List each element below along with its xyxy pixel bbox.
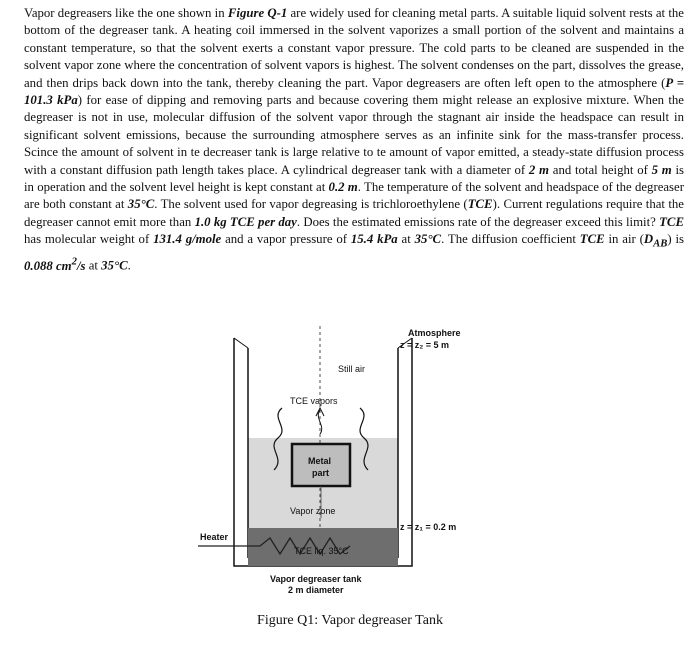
emission-limit-value: 1.0 kg TCE per day [194, 214, 297, 229]
text-run: . Does the estimated emissions rate of the degreaser exceed this limit? [296, 214, 660, 229]
text-run: and a vapor pressure of [221, 232, 351, 247]
text-run: in air ( [604, 232, 644, 247]
diffusivity-exponent: 2 [71, 256, 77, 268]
text-run: ). Current regulations require that the degreaser cannot emit more than [24, 197, 684, 229]
figure-reference: Figure Q-1 [227, 6, 288, 20]
text-run: at [85, 258, 102, 273]
text-run: . The temperature of the solvent and headspace of the degreaser are both constant at [24, 180, 684, 212]
text-run: ) is [667, 232, 684, 247]
molecular-weight-value: 131.4 g/mole [153, 232, 222, 247]
height-value: 5 m [651, 162, 672, 177]
vapor-degreaser-diagram [190, 318, 520, 608]
text-run: . The solvent used for vapor degreasing is trichloroethylene ( [154, 197, 468, 212]
metal-part-label-1: Metal [308, 456, 332, 466]
atmosphere-label: Atmosphere [408, 328, 461, 338]
diffusivity-unit: /s [76, 258, 86, 273]
tce-abbr: TCE [579, 232, 605, 247]
text-run: has molecular weight of [24, 232, 154, 247]
metal-part-label-2: part [312, 468, 330, 478]
tank-label-2: 2 m diameter [288, 585, 344, 595]
symbol-subscript: AB [653, 238, 668, 250]
heater-label: Heater [200, 532, 229, 542]
diffusivity-symbol [643, 232, 668, 250]
diffusivity-number: 0.088 cm [24, 258, 72, 273]
tce-vapors-label: TCE vapors [290, 396, 338, 406]
text-run: Vapor degreasers like the one shown in [24, 6, 228, 20]
text-run: are widely used for cleaning metal parts. A suitable liquid solvent rests at the bottom of the degreaser tank. A heating coil immersed in the solvent vaporizes a small portion of the solvent and maintains a constant temperature, so that the solvent exerts a constant vapor pressure. The cold parts to be cleaned are suspended in the solvent vapor zone where the concentration of solvent vapors is highest. The solvent condenses on the part, dissolves the grease, and then drips back down into the tank, thereby cleaning the part. Vapor degreasers are often left open to the atmosphere ( [24, 6, 684, 90]
solvent-level-value: 0.2 m [328, 180, 358, 195]
text-run: and total height of [549, 162, 652, 177]
tank-rim-left [234, 338, 248, 348]
temperature-value: 35°C [127, 197, 155, 212]
vapor-zone-label: Vapor zone [290, 506, 336, 516]
diffusivity-value [24, 256, 86, 273]
still-air-label: Still air [338, 364, 366, 374]
problem-statement [24, 5, 684, 275]
text-run: is in operation and the solvent level height is kept constant at [24, 162, 684, 195]
liquid-label: TCE liq. 35°C [294, 546, 349, 556]
text-run: at [397, 232, 415, 247]
pressure-value: P = 101.3 kPa [24, 75, 684, 108]
z-top-label: z = z₂ = 5 m [400, 340, 450, 350]
text-run: . [127, 258, 131, 273]
symbol-d: D [643, 232, 654, 247]
tank-label-1: Vapor degreaser tank [270, 574, 362, 584]
temperature-value: 35°C [101, 258, 128, 273]
diameter-value: 2 m [528, 162, 550, 177]
z-bottom-label: z = z₁ = 0.2 m [400, 522, 457, 532]
text-run: ) for ease of dipping and removing parts and because covering them might release an explosive mixture. When the degreaser is not in use, molecular diffusion of the solvent vapor through the stagnant air inside the headspace can result in significant solvent emissions, because the surrounding atmosphere serves as an infinite sink for the mass-transfer process. Scince the amount of solvent in te decreaser tank is large relative to te amount of vapor emitted, a steady-state diffusion process with a constant diffusion path length takes place. A cylindrical degreaser tank with a diameter of [24, 93, 684, 177]
vapor-pressure-value: 15.4 kPa [350, 232, 398, 247]
text-run: . The diffusion coefficient [441, 232, 580, 247]
figure-caption: Figure Q1: Vapor degreaser Tank [257, 613, 443, 628]
temperature-value: 35°C [414, 232, 442, 247]
tce-abbr: TCE [659, 214, 684, 229]
tce-abbr: TCE [467, 197, 493, 212]
